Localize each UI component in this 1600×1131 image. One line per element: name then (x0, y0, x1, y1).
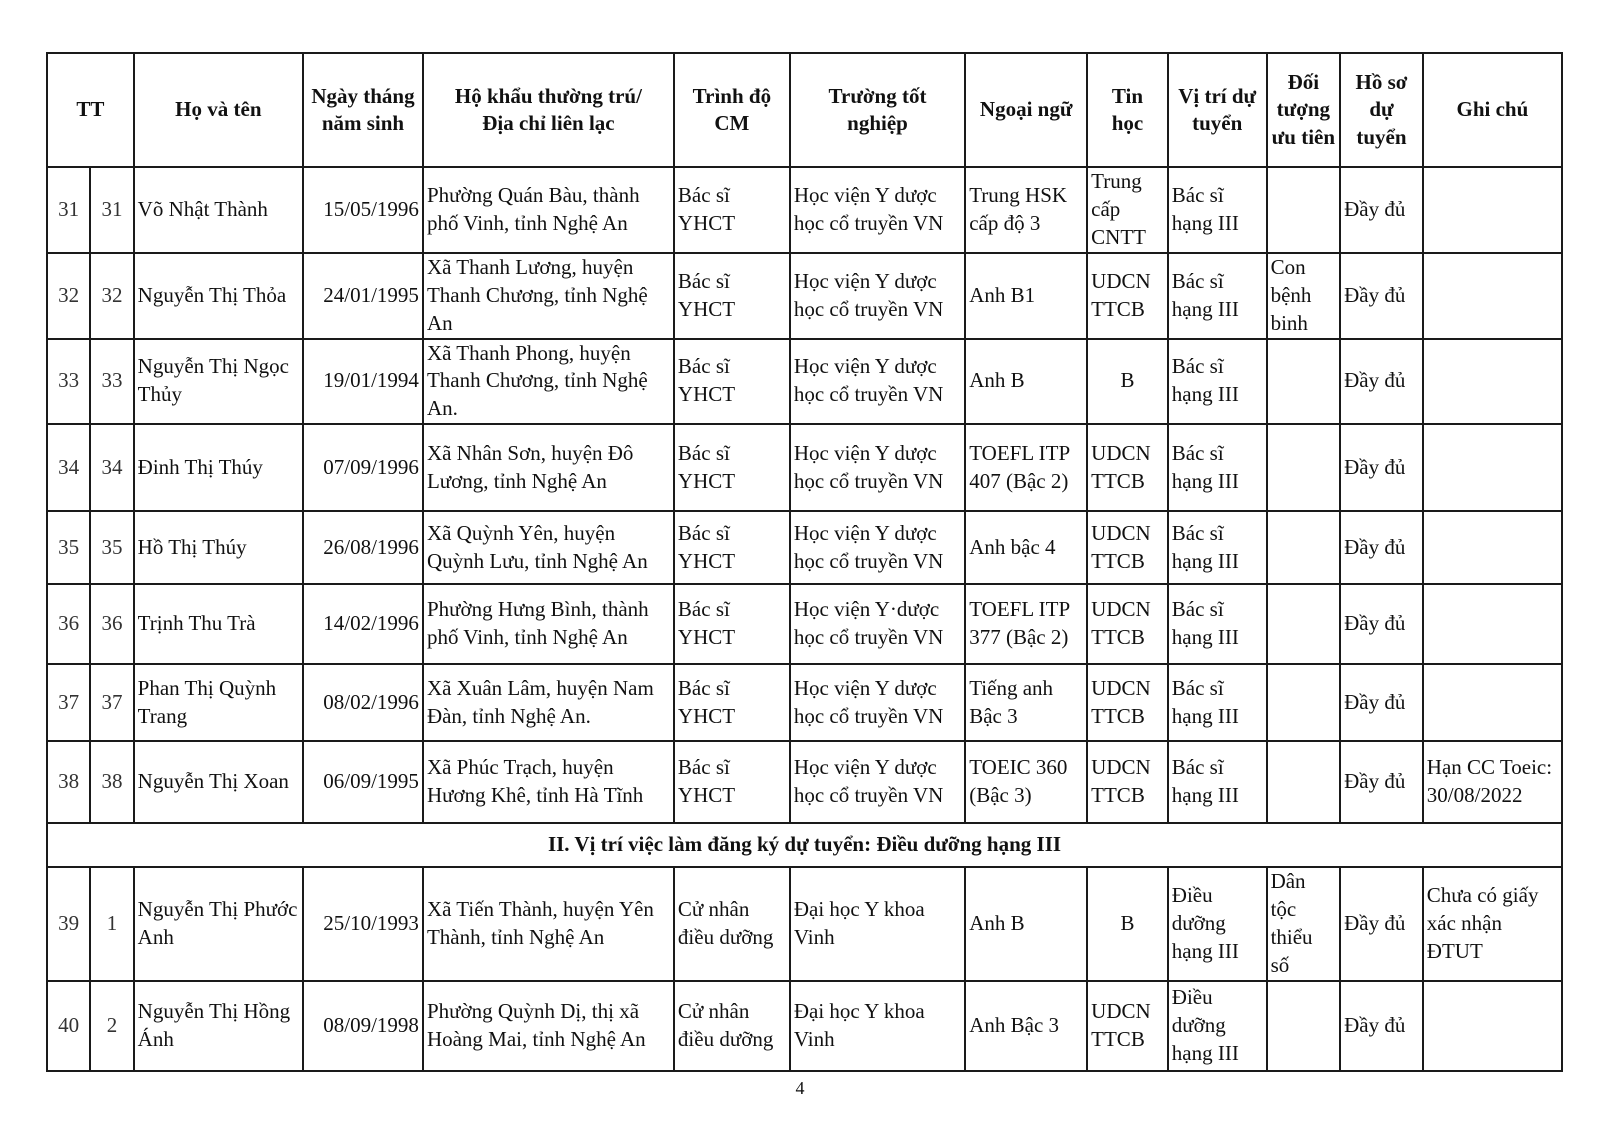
header-language: Ngoại ngữ (965, 53, 1087, 167)
header-name: Họ và tên (134, 53, 303, 167)
cell-sub-index: 37 (90, 664, 133, 741)
cell-it: UDCN TTCB (1087, 981, 1168, 1071)
section-title: II. Vị trí việc làm đăng ký dự tuyển: Điều dưỡng hạng III (47, 823, 1562, 867)
cell-degree: Bác sĩ YHCT (674, 584, 790, 664)
cell-priority (1267, 511, 1341, 584)
header-priority: Đối tượng ưu tiên (1267, 53, 1341, 167)
header-address: Hộ khẩu thường trú/ Địa chỉ liên lạc (423, 53, 674, 167)
cell-dob: 14/02/1996 (303, 584, 423, 664)
cell-it: UDCN TTCB (1087, 584, 1168, 664)
cell-sub-index: 35 (90, 511, 133, 584)
cell-position: Bác sĩ hạng III (1168, 584, 1267, 664)
cell-address: Xã Quỳnh Yên, huyện Quỳnh Lưu, tỉnh Nghệ An (423, 511, 674, 584)
cell-degree: Cử nhân điều dưỡng (674, 867, 790, 981)
section-row (47, 823, 1562, 867)
cell-note: Chưa có giấy xác nhận ĐTUT (1423, 867, 1562, 981)
cell-school: Học viện Y dược học cổ truyền VN (790, 424, 965, 511)
group1-rows (47, 167, 1562, 823)
cell-degree: Bác sĩ YHCT (674, 167, 790, 253)
cell-stt: 40 (47, 981, 90, 1071)
cell-name: Trịnh Thu Trà (134, 584, 303, 664)
group2-rows (47, 867, 1562, 1071)
cell-stt: 33 (47, 339, 90, 425)
cell-sub-index: 34 (90, 424, 133, 511)
cell-dossier: Đầy đủ (1340, 741, 1423, 823)
cell-school: Học viện Y dược học cổ truyền VN (790, 167, 965, 253)
cell-dossier: Đầy đủ (1340, 867, 1423, 981)
cell-degree: Bác sĩ YHCT (674, 741, 790, 823)
cell-it: UDCN TTCB (1087, 424, 1168, 511)
table-row (47, 981, 1562, 1071)
cell-dossier: Đầy đủ (1340, 664, 1423, 741)
cell-degree: Bác sĩ YHCT (674, 664, 790, 741)
cell-stt: 37 (47, 664, 90, 741)
cell-name: Đinh Thị Thúy (134, 424, 303, 511)
cell-note (1423, 253, 1562, 339)
cell-language: Anh Bậc 3 (965, 981, 1087, 1071)
table-row (47, 167, 1562, 253)
cell-language: Anh B1 (965, 253, 1087, 339)
cell-address: Xã Tiến Thành, huyện Yên Thành, tỉnh Nghệ An (423, 867, 674, 981)
cell-sub-index: 33 (90, 339, 133, 425)
table-row (47, 867, 1562, 981)
cell-priority (1267, 339, 1341, 425)
cell-note (1423, 424, 1562, 511)
cell-name: Nguyễn Thị Hồng Ánh (134, 981, 303, 1071)
cell-dob: 07/09/1996 (303, 424, 423, 511)
cell-dob: 19/01/1994 (303, 339, 423, 425)
cell-address: Xã Phúc Trạch, huyện Hương Khê, tỉnh Hà Tĩnh (423, 741, 674, 823)
cell-school: Đại học Y khoa Vinh (790, 981, 965, 1071)
cell-priority (1267, 584, 1341, 664)
cell-priority (1267, 664, 1341, 741)
cell-it: B (1087, 339, 1168, 425)
cell-stt: 39 (47, 867, 90, 981)
cell-dossier: Đầy đủ (1340, 167, 1423, 253)
header-dossier: Hồ sơ dự tuyển (1340, 53, 1423, 167)
cell-degree: Bác sĩ YHCT (674, 424, 790, 511)
cell-note (1423, 664, 1562, 741)
cell-stt: 36 (47, 584, 90, 664)
cell-dossier: Đầy đủ (1340, 584, 1423, 664)
cell-address: Phường Quỳnh Dị, thị xã Hoàng Mai, tỉnh Nghệ An (423, 981, 674, 1071)
cell-language: Anh B (965, 867, 1087, 981)
cell-school: Học viện Y dược học cổ truyền VN (790, 339, 965, 425)
cell-address: Xã Thanh Phong, huyện Thanh Chương, tỉnh Nghệ An. (423, 339, 674, 425)
cell-name: Nguyễn Thị Xoan (134, 741, 303, 823)
cell-stt: 34 (47, 424, 90, 511)
header-school: Trường tốt nghiệp (790, 53, 965, 167)
table-row (47, 339, 1562, 425)
cell-position: Bác sĩ hạng III (1168, 741, 1267, 823)
cell-sub-index: 36 (90, 584, 133, 664)
cell-school: Đại học Y khoa Vinh (790, 867, 965, 981)
cell-dob: 06/09/1995 (303, 741, 423, 823)
cell-dob: 08/02/1996 (303, 664, 423, 741)
header-tt: TT (47, 53, 134, 167)
candidate-table (46, 52, 1563, 1072)
cell-note (1423, 511, 1562, 584)
cell-note (1423, 981, 1562, 1071)
cell-degree: Bác sĩ YHCT (674, 339, 790, 425)
cell-dossier: Đầy đủ (1340, 981, 1423, 1071)
table-row (47, 741, 1562, 823)
table-row (47, 253, 1562, 339)
cell-degree: Cử nhân điều dưỡng (674, 981, 790, 1071)
header-row (47, 53, 1562, 167)
cell-dob: 26/08/1996 (303, 511, 423, 584)
header-position: Vị trí dự tuyển (1168, 53, 1267, 167)
section-two (47, 823, 1562, 867)
cell-dob: 24/01/1995 (303, 253, 423, 339)
cell-priority: Dân tộc thiểu số (1267, 867, 1341, 981)
header-note: Ghi chú (1423, 53, 1562, 167)
cell-name: Phan Thị Quỳnh Trang (134, 664, 303, 741)
cell-position: Bác sĩ hạng III (1168, 253, 1267, 339)
cell-stt: 35 (47, 511, 90, 584)
cell-priority (1267, 981, 1341, 1071)
cell-school: Học viện Y·dược học cổ truyền VN (790, 584, 965, 664)
cell-language: TOEIC 360 (Bậc 3) (965, 741, 1087, 823)
cell-note (1423, 167, 1562, 253)
cell-address: Phường Quán Bàu, thành phố Vinh, tỉnh Nghệ An (423, 167, 674, 253)
header-it: Tin học (1087, 53, 1168, 167)
cell-language: Anh B (965, 339, 1087, 425)
cell-address: Xã Nhân Sơn, huyện Đô Lương, tỉnh Nghệ An (423, 424, 674, 511)
table-row (47, 424, 1562, 511)
cell-language: Anh bậc 4 (965, 511, 1087, 584)
cell-position: Điều dưỡng hạng III (1168, 867, 1267, 981)
cell-priority (1267, 741, 1341, 823)
cell-it: UDCN TTCB (1087, 664, 1168, 741)
cell-stt: 32 (47, 253, 90, 339)
cell-name: Nguyễn Thị Ngọc Thủy (134, 339, 303, 425)
cell-address: Xã Thanh Lương, huyện Thanh Chương, tỉnh Nghệ An (423, 253, 674, 339)
cell-it: UDCN TTCB (1087, 511, 1168, 584)
cell-degree: Bác sĩ YHCT (674, 511, 790, 584)
cell-school: Học viện Y dược học cổ truyền VN (790, 664, 965, 741)
cell-dossier: Đầy đủ (1340, 253, 1423, 339)
cell-sub-index: 1 (90, 867, 133, 981)
cell-position: Bác sĩ hạng III (1168, 511, 1267, 584)
cell-dob: 08/09/1998 (303, 981, 423, 1071)
cell-dob: 15/05/1996 (303, 167, 423, 253)
cell-dob: 25/10/1993 (303, 867, 423, 981)
cell-dossier: Đầy đủ (1340, 339, 1423, 425)
cell-position: Bác sĩ hạng III (1168, 424, 1267, 511)
cell-stt: 31 (47, 167, 90, 253)
cell-sub-index: 32 (90, 253, 133, 339)
cell-priority (1267, 424, 1341, 511)
cell-it: B (1087, 867, 1168, 981)
cell-dossier: Đầy đủ (1340, 511, 1423, 584)
cell-name: Nguyễn Thị Phước Anh (134, 867, 303, 981)
cell-priority (1267, 167, 1341, 253)
cell-school: Học viện Y dược học cổ truyền VN (790, 511, 965, 584)
cell-dossier: Đầy đủ (1340, 424, 1423, 511)
cell-name: Nguyễn Thị Thỏa (134, 253, 303, 339)
cell-note (1423, 584, 1562, 664)
cell-it: Trung cấp CNTT (1087, 167, 1168, 253)
cell-it: UDCN TTCB (1087, 741, 1168, 823)
cell-language: Trung HSK cấp độ 3 (965, 167, 1087, 253)
cell-sub-index: 38 (90, 741, 133, 823)
cell-position: Bác sĩ hạng III (1168, 339, 1267, 425)
cell-language: TOEFL ITP 407 (Bậc 2) (965, 424, 1087, 511)
cell-it: UDCN TTCB (1087, 253, 1168, 339)
cell-sub-index: 31 (90, 167, 133, 253)
cell-school: Học viện Y dược học cổ truyền VN (790, 253, 965, 339)
cell-position: Bác sĩ hạng III (1168, 664, 1267, 741)
cell-note: Hạn CC Toeic: 30/08/2022 (1423, 741, 1562, 823)
cell-language: TOEFL ITP 377 (Bậc 2) (965, 584, 1087, 664)
cell-degree: Bác sĩ YHCT (674, 253, 790, 339)
header-degree: Trình độ CM (674, 53, 790, 167)
cell-note (1423, 339, 1562, 425)
cell-address: Xã Xuân Lâm, huyện Nam Đàn, tỉnh Nghệ An. (423, 664, 674, 741)
page-number: 4 (795, 1078, 805, 1098)
cell-name: Hồ Thị Thúy (134, 511, 303, 584)
cell-sub-index: 2 (90, 981, 133, 1071)
cell-position: Điều dưỡng hạng III (1168, 981, 1267, 1071)
table-row (47, 664, 1562, 741)
cell-name: Võ Nhật Thành (134, 167, 303, 253)
cell-language: Tiếng anh Bậc 3 (965, 664, 1087, 741)
cell-address: Phường Hưng Bình, thành phố Vinh, tỉnh Nghệ An (423, 584, 674, 664)
cell-school: Học viện Y dược học cổ truyền VN (790, 741, 965, 823)
cell-stt: 38 (47, 741, 90, 823)
cell-priority: Con bệnh binh (1267, 253, 1341, 339)
cell-position: Bác sĩ hạng III (1168, 167, 1267, 253)
header-dob: Ngày tháng năm sinh (303, 53, 423, 167)
table-row (47, 511, 1562, 584)
table-row (47, 584, 1562, 664)
